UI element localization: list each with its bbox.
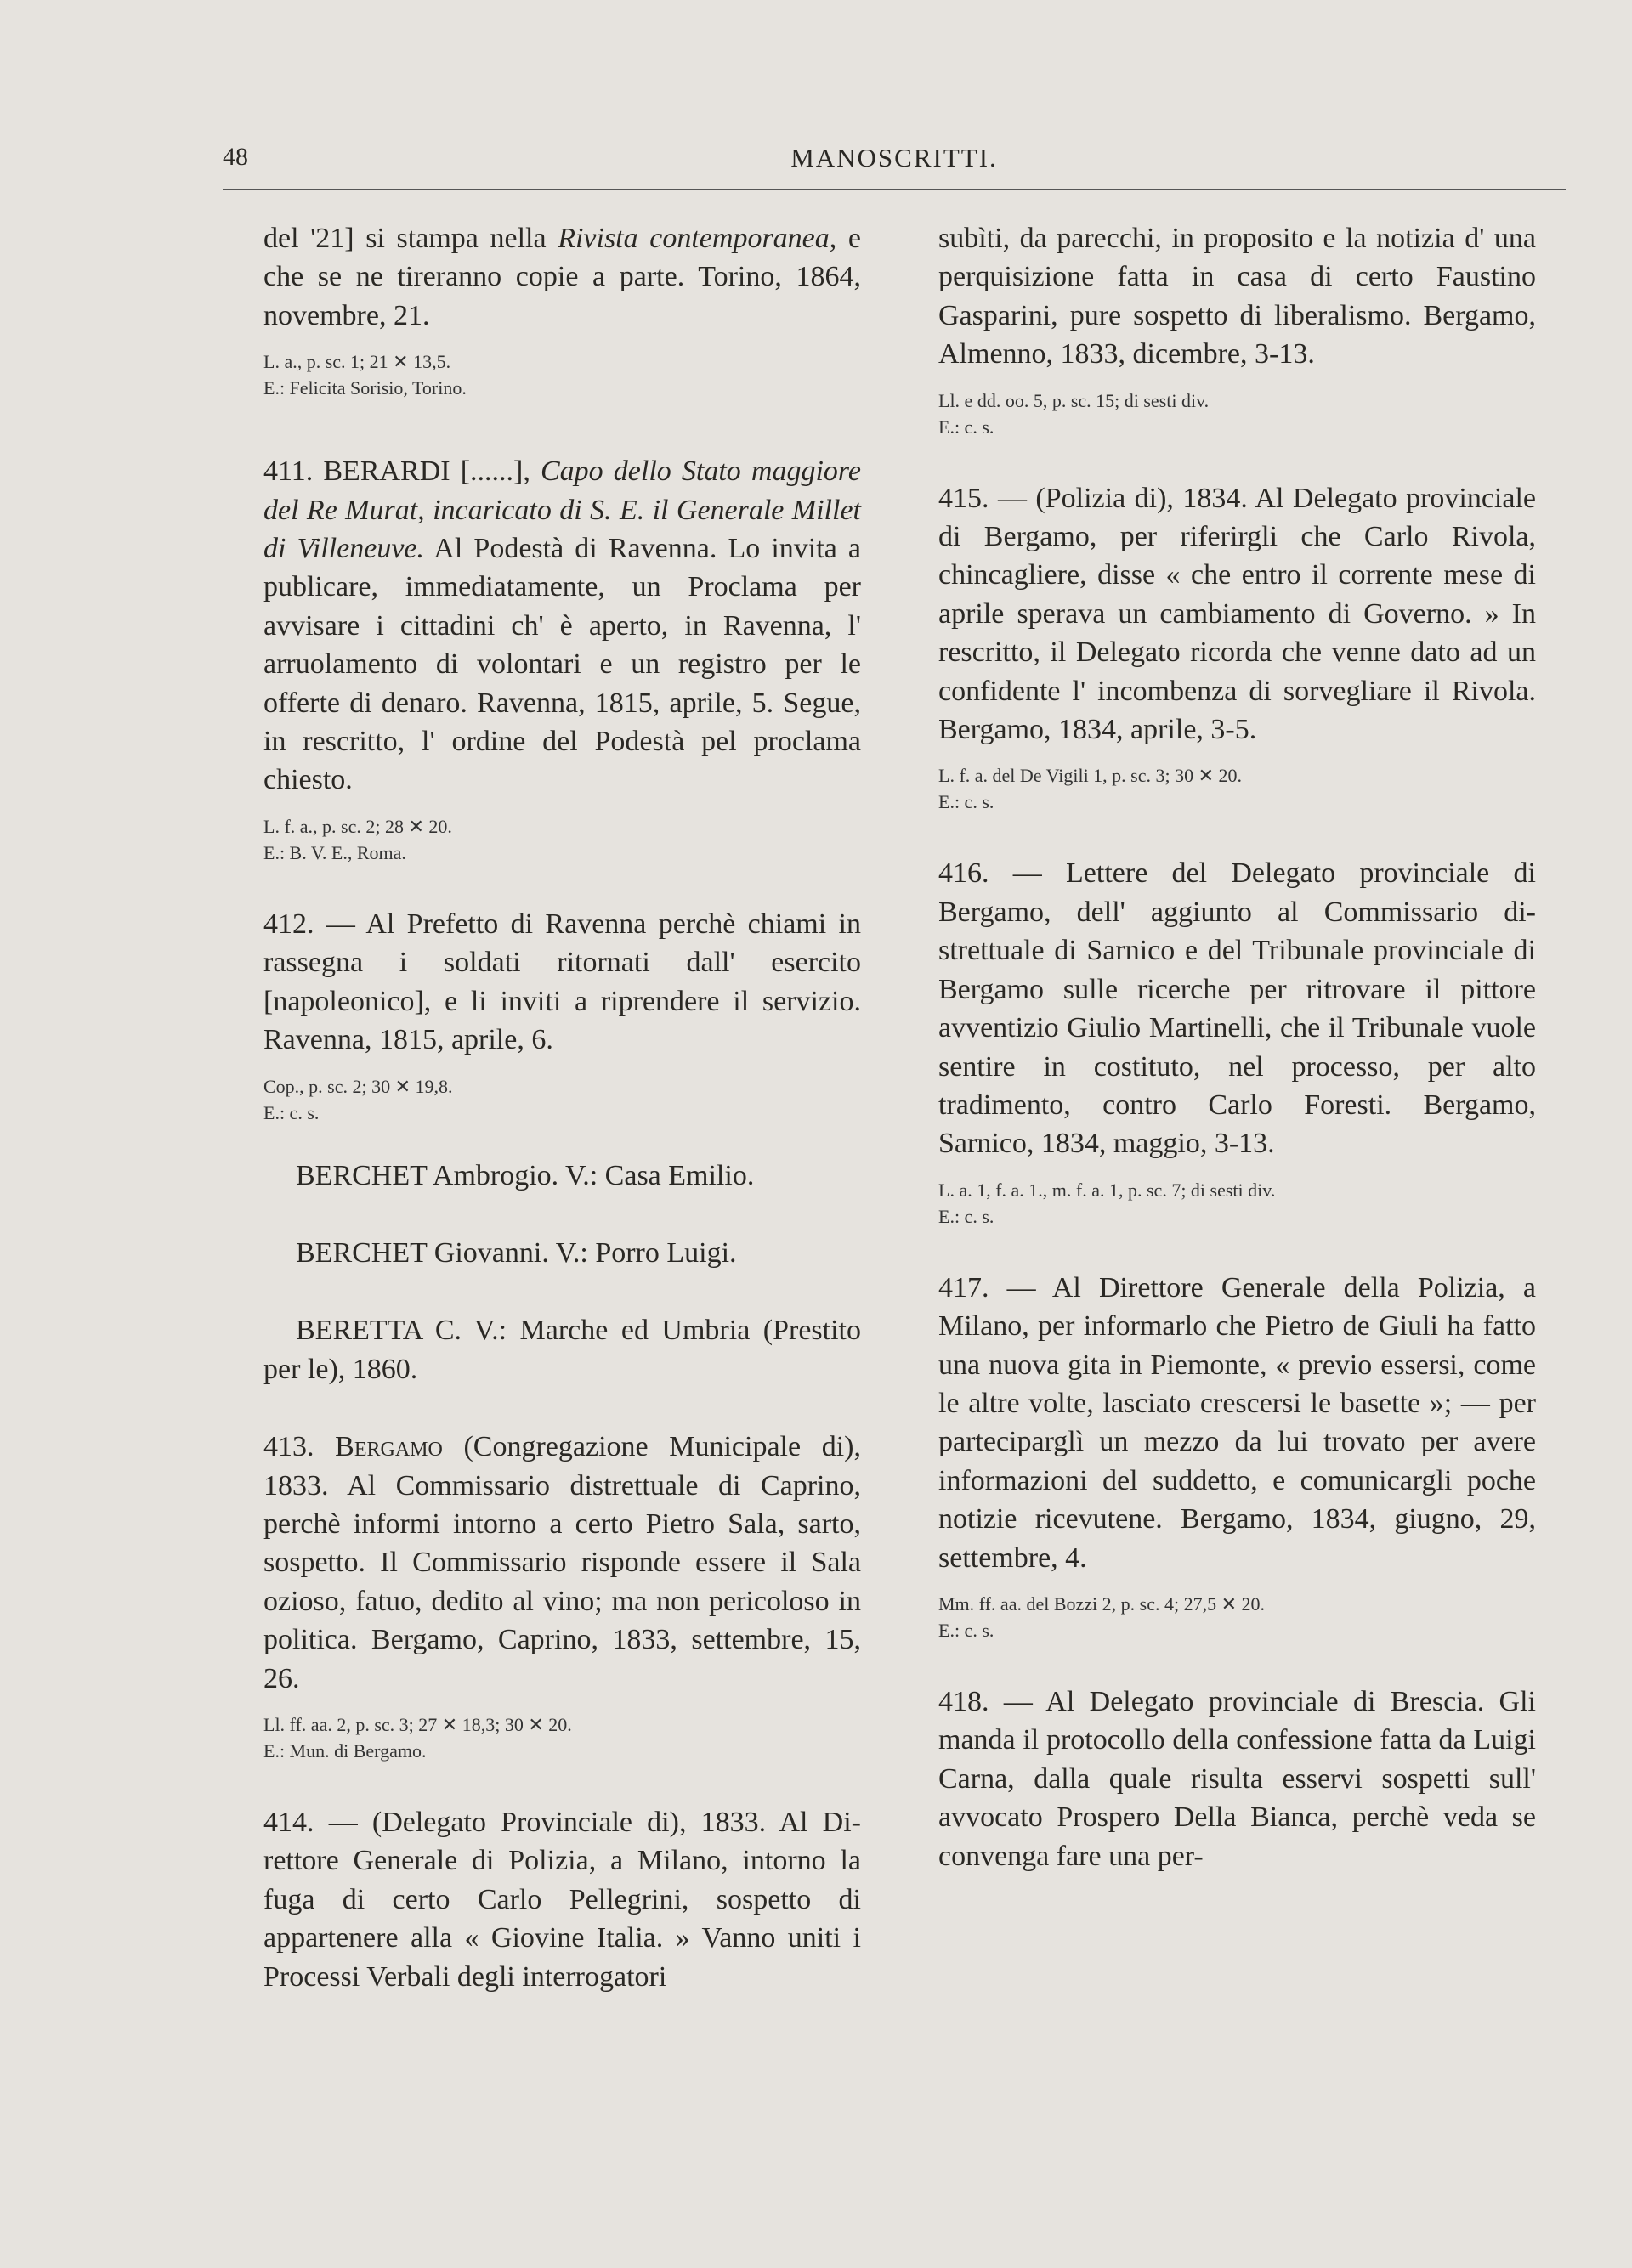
owner-note: E.: c. s. (264, 1101, 320, 1123)
owner-note: E.: c. s. (938, 1619, 994, 1641)
entry-number: 414. (264, 1806, 314, 1838)
entry-summary: — Al Prefetto di Ravenna perchè chiami in rassegna i soldati ritornati dall' esercito [napoleonico], e li inviti a riprendere il servizio. Ravenna, 1815, aprile, 6. (264, 908, 861, 1056)
entry-text (938, 1269, 1536, 1577)
entry-411 (264, 452, 861, 866)
physical-description: L. f. a. del De Vigili 1, p. sc. 3; 30 ✕ 20. (938, 765, 1243, 787)
entry-summary: — Lettere del Delegato provinciale di Bergamo, dell' aggiunto al Commissario distrettuale di Sarnico e del Tribunale provinciale di Bergamo sulle ricerche per ritrovare il pittore avventizio Giulio Martinelli, che il Tribunale vuole sentire in costituto, nel processo, per alto tradimento, contro Carlo Foresti. Bergamo, Sarnico, 1834, maggio, 3-13. (938, 857, 1536, 1160)
entry-notes (938, 1177, 1536, 1230)
entry-notes (264, 1711, 861, 1764)
entry-author-title: Capo dello Stato maggiore del Re Murat, incaricato di S. E. il Generale Millet di Villeneuve. (264, 455, 861, 565)
entry-number: 418. (938, 1685, 989, 1717)
owner-note: E.: c. s. (938, 1205, 994, 1227)
entry-notes (264, 348, 861, 401)
entry-author: BERARDI [......], (313, 455, 541, 488)
entry-number: 416. (938, 857, 989, 890)
physical-description: L. a., p. sc. 1; 21 ✕ 13,5. (264, 351, 451, 373)
entry-text (938, 479, 1536, 749)
physical-description: Ll. e dd. oo. 5, p. sc. 15; di sesti div. (938, 389, 1210, 411)
running-title: MANOSCRITTI. (790, 143, 998, 173)
physical-description: Ll. ff. aa. 2, p. sc. 3; 27 ✕ 18,3; 30 ✕ 20. (264, 1713, 572, 1735)
entry-416 (938, 854, 1536, 1229)
owner-note: E.: c. s. (938, 791, 994, 813)
entry-text (264, 1803, 861, 1996)
entry-text-part: del '21] si stampa nella (264, 223, 558, 254)
physical-description: L. f. a., p. sc. 2; 28 ✕ 20. (264, 815, 452, 837)
entry-number: 411. (264, 455, 314, 488)
entry-notes (938, 387, 1536, 440)
periodical-title: Rivista contemporanea (558, 223, 830, 254)
physical-description: Mm. ff. aa. del Bozzi 2, p. sc. 4; 27,5 ✕ 20. (938, 1592, 1266, 1615)
entry-text (264, 219, 861, 335)
running-head (223, 143, 1566, 187)
page-number: 48 (223, 143, 248, 171)
entry-number: 417. (938, 1271, 989, 1304)
entry-notes (938, 762, 1536, 815)
entry-text (938, 854, 1536, 1162)
entry-text-part: , e che se ne tireranno copie a parte. Torino, 1864, novembre, 21. (264, 223, 862, 331)
cross-reference: BERCHET Giovanni. V.: Porro Luigi. (296, 1236, 737, 1269)
entry-summary: — (Delegato Provinciale di), 1833. Al Direttore Generale di Polizia, a Milano, intorno la fuga di certo Carlo Pellegrini, sospetto di appartenere alla « Giovine Italia. » Vanno uniti i Processi Verbali degli interrogatori (264, 1806, 861, 1993)
entry-notes (264, 813, 861, 866)
entry-415 (938, 479, 1536, 816)
header-rule (223, 189, 1566, 190)
entry-summary: (Congregazione Municipale di), 1833. Al Commissario distrettuale di Caprino, perchè informi intorno a certo Pietro Sala, sarto, sospetto. Il Commissario risponde essere il Sala ozioso, fatuo, dedito al vino; ma non pericoloso in politica. Bergamo, Caprino, 1833, settembre, 15, 26. (264, 1431, 861, 1694)
entry-text (264, 1428, 861, 1698)
entry-text: subìti, da parecchi, in proposito e la notizia d' una perquisizione fatta in casa di certo Faustino Gasparini, pure sospetto di liberalismo. Bergamo, Almenno, 1833, dicembre, 3-13. (938, 223, 1536, 370)
left-column (264, 219, 861, 1996)
cross-reference: BERCHET Ambrogio. V.: Casa Emilio. (296, 1159, 755, 1191)
entry-summary: — Al Direttore Generale della Polizia, a Milano, per informarlo che Pietro de Giuli ha fatto una nuova gita in Piemonte, « previo essersi, come le altre volte, lasciato crescersi le basette »; — per parteciparglì un mezzo da lui trovato per avere informazioni del suddetto, e comunicargli poche notizie ricevutene. Bergamo, 1834, giugno, 29, settembre, 4. (938, 1271, 1536, 1574)
right-column (938, 219, 1536, 1875)
owner-note: E.: B. V. E., Roma. (264, 841, 406, 863)
physical-description: L. a. 1, f. a. 1., m. f. a. 1, p. sc. 7; di sesti div. (938, 1179, 1276, 1201)
entry-417 (938, 1269, 1536, 1643)
entry-number: 413. (264, 1431, 314, 1463)
entry-summary: — (Polizia di), 1834. Al Delegato provinciale di Bergamo, per riferirgli che Carlo Rivola, chincagliere, disse « che entro il corrente mese di aprile sperava un cambiamento di Governo. » In rescritto, il Delegato ricorda che venne dato ad un confidente l' incombenza di sorvegliare il Rivola. Bergamo, 1834, aprile, 3-5. (938, 482, 1536, 746)
entry-summary: Al Podestà di Ravenna. Lo invita a publicare, immediatamente, un Proclama per avvisare i cittadini ch' è aperto, in Ravenna, l' arruolamento di volontari e un registro per le offerte di denaro. Ravenna, 1815, aprile, 5. Segue, in rescritto, l' ordine del Podestà pel proclama chiesto. (264, 533, 861, 796)
owner-note: E.: Mun. di Bergamo. (264, 1739, 427, 1762)
entry-summary: — Al Delegato provinciale di Brescia. Gli manda il protocollo della confessione fatta da Luigi Carna, dalla quale risulta esservi sospetti sull' avvocato Prospero Della Bianca, perchè veda se convenga fare una per- (938, 1685, 1536, 1872)
continuation-entry (938, 219, 1536, 440)
owner-note: E.: Felicita Sorisio, Torino. (264, 377, 467, 399)
entry-heading: Bergamo (314, 1431, 443, 1463)
cross-reference: BERETTA C. V.: Marche ed Umbria (Prestito per le), 1860. (264, 1315, 861, 1385)
continuation-entry (264, 219, 861, 401)
physical-description: Cop., p. sc. 2; 30 ✕ 19,8. (264, 1075, 453, 1097)
entry-number: 412. (264, 908, 314, 940)
entry-413 (264, 1428, 861, 1764)
entry-text (264, 452, 861, 800)
entry-text (938, 1683, 1536, 1875)
entry-notes (938, 1591, 1536, 1643)
entry-text (264, 905, 861, 1060)
entry-notes (264, 1073, 861, 1126)
owner-note: E.: c. s. (938, 416, 994, 438)
entry-414 (264, 1803, 861, 1996)
entry-412 (264, 905, 861, 1126)
entry-number: 415. (938, 482, 989, 514)
entry-418 (938, 1683, 1536, 1875)
